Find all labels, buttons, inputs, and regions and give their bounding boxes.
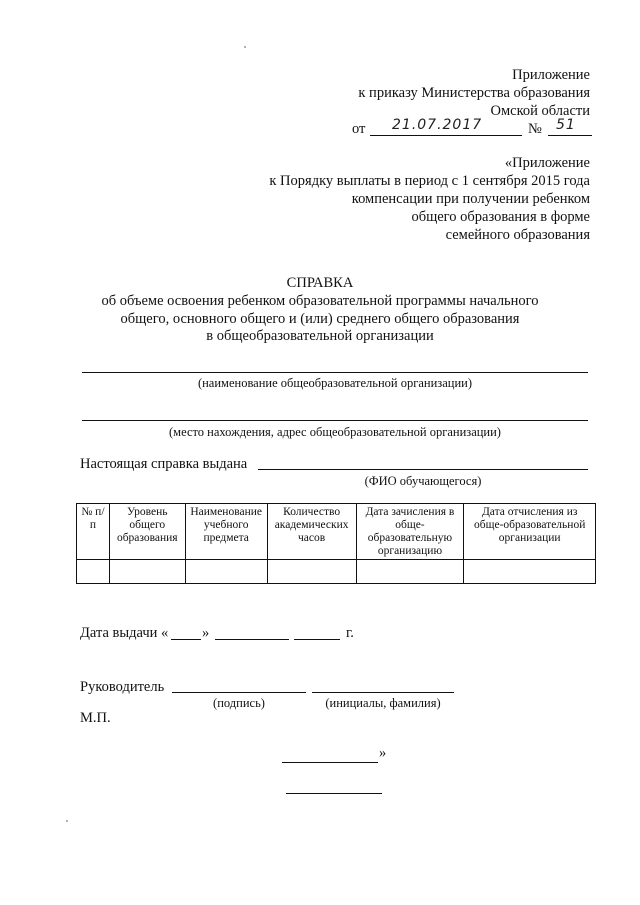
table-header-row — [77, 504, 596, 560]
table-cell — [109, 560, 185, 584]
order-date-label: от — [352, 121, 366, 137]
appendix-line-3: компенсации при получении ребенком — [351, 191, 590, 207]
table-cell — [464, 560, 596, 584]
col-header-number: № п/п — [77, 504, 110, 560]
col-header-hours: Количество академических часов — [267, 504, 356, 560]
appendix-line-5: семейного образования — [445, 227, 590, 243]
header-line-2: к приказу Министерства образования — [358, 85, 590, 101]
scan-speck — [66, 820, 68, 822]
document-subtitle-2: общего, основного общего и (или) среднего общего образования — [120, 311, 520, 327]
issued-to-label: Настоящая справка выдана — [80, 456, 248, 472]
order-date-handwritten: 21.07.2017 — [392, 117, 483, 133]
signature-line — [172, 692, 306, 693]
document-title: СПРАВКА — [286, 275, 354, 291]
col-header-enrollment-date: Дата зачисления в обще-образовательную организацию — [356, 504, 464, 560]
student-caption: (ФИО обучающегося) — [364, 474, 482, 488]
issue-month-line — [215, 639, 289, 640]
appendix-line-1: «Приложение — [504, 155, 590, 171]
issue-year-line — [294, 639, 340, 640]
closing-line-2 — [286, 793, 382, 794]
col-header-subject-name: Наименование учебного предмета — [185, 504, 267, 560]
signature-caption: (подпись) — [213, 696, 265, 710]
header-line-1: Приложение — [512, 67, 590, 83]
issue-date-close-quote: » — [202, 625, 210, 641]
issue-day-line — [171, 639, 201, 640]
order-number-handwritten: 51 — [556, 117, 576, 133]
header-line-3: Омской области — [490, 103, 590, 119]
table-row — [77, 560, 596, 584]
scan-speck — [244, 46, 246, 48]
order-date-line — [370, 135, 522, 136]
appendix-line-2: к Порядку выплаты в период с 1 сентября 2015 года — [269, 173, 590, 189]
table-cell — [185, 560, 267, 584]
appendix-line-4: общего образования в форме — [411, 209, 590, 225]
issue-date-label: Дата выдачи « — [80, 625, 169, 641]
closing-line-1 — [282, 762, 378, 763]
table-cell — [356, 560, 464, 584]
study-volume-table — [76, 503, 596, 584]
org-name-line — [82, 372, 588, 373]
issue-year-suffix: г. — [346, 625, 354, 641]
org-address-caption: (место нахождения, адрес общеобразовательной организации) — [169, 425, 501, 439]
org-name-caption: (наименование общеобразовательной организации) — [197, 376, 473, 390]
table-cell — [77, 560, 110, 584]
order-number-line — [548, 135, 592, 136]
closing-quote: » — [379, 745, 387, 761]
stamp-label: М.П. — [80, 710, 111, 726]
org-address-line — [82, 420, 588, 421]
order-number-label: № — [528, 121, 542, 137]
student-name-line — [258, 469, 588, 470]
col-header-expulsion-date: Дата отчисления из обще-образовательной организации — [464, 504, 596, 560]
document-subtitle-1: об объеме освоения ребенком образовательной программы начального — [101, 293, 539, 309]
initials-line — [312, 692, 454, 693]
table-cell — [267, 560, 356, 584]
document-subtitle-3: в общеобразовательной организации — [206, 328, 434, 344]
col-header-education-level: Уровень общего образования — [109, 504, 185, 560]
head-label: Руководитель — [80, 679, 165, 695]
initials-caption: (инициалы, фамилия) — [325, 696, 441, 710]
